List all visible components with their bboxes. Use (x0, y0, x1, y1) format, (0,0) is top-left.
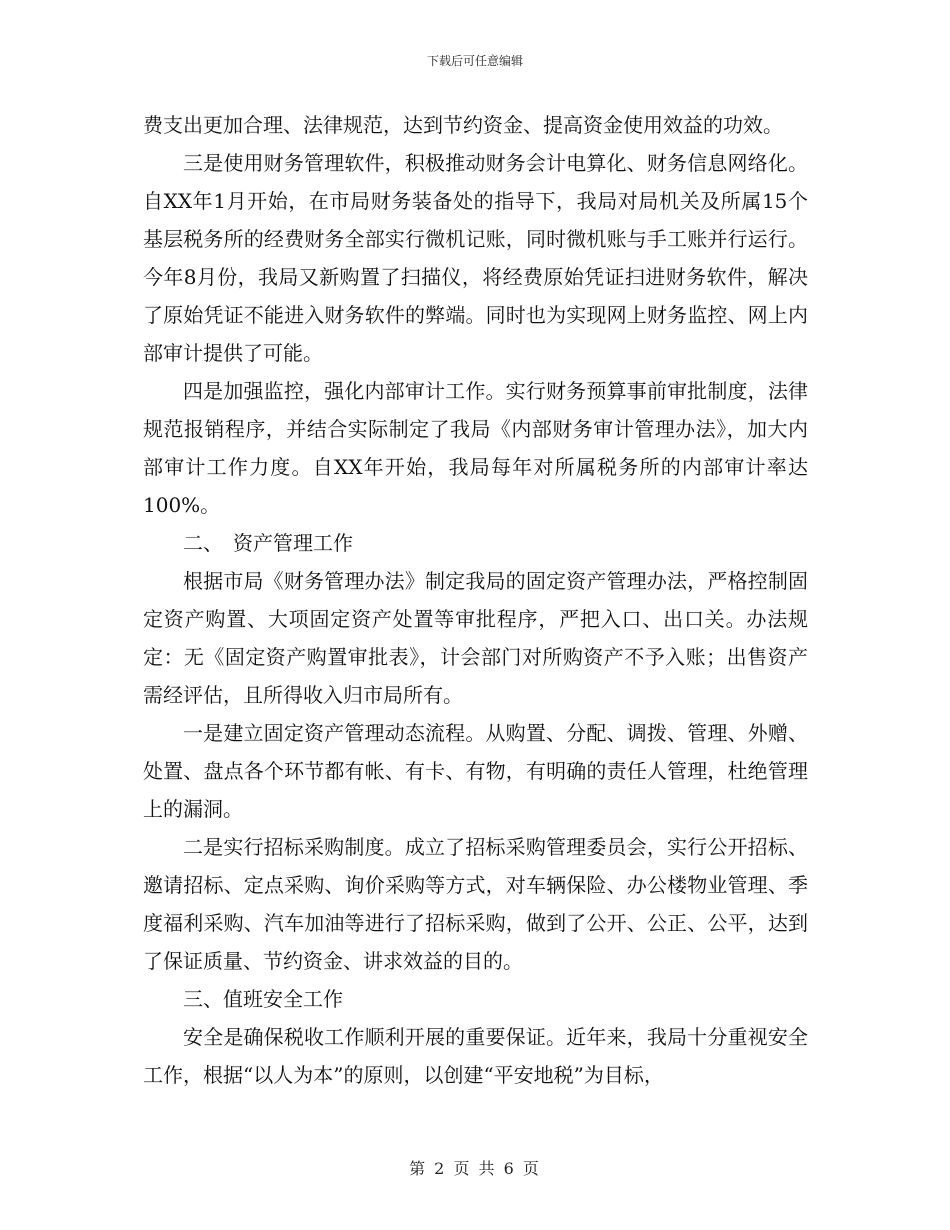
section-heading: 三、值班安全工作 (183, 987, 343, 1011)
paragraph: 安全是确保税收工作顺利开展的重要保证。近年来，我局十分重视安全工作，根据“以人为本”的原则，以创建“平安地税”为目标， (143, 1025, 808, 1087)
document-body (143, 106, 808, 1094)
paragraph: 一是建立固定资产管理动态流程。从购置、分配、调拨、管理、外赠、处置、盘点各个环节都有帐、有卡、有物，有明确的责任人管理，杜绝管理上的漏洞。 (143, 721, 808, 821)
paragraph: 三是使用财务管理软件，积极推动财务会计电算化、财务信息网络化。自XX年1月开始，在市局财务装备处的指导下，我局对局机关及所属15个基层税务所的经费财务全部实行微机记账，同时微机账与手工账并行运行。今年8月份，我局又新购置了扫描仪，将经费原始凭证扫进财务软件，解决了原始凭证不能进入财务软件的弊端。同时也为实现网上财务监控、网上内部审计提供了可能。 (143, 151, 808, 365)
paragraph: 四是加强监控，强化内部审计工作。实行财务预算事前审批制度，法律规范报销程序，并结合实际制定了我局《内部财务审计管理办法》，加大内部审计工作力度。自XX年开始，我局每年对所属税务所的内部审计率达100%。 (143, 379, 808, 517)
page-footer: 第 2 页 共 6 页 (409, 1159, 541, 1178)
paragraph: 根据市局《财务管理办法》制定我局的固定资产管理办法，严格控制固定资产购置、大项固定资产处置等审批程序，严把入口、出口关。办法规定：无《固定资产购置审批表》，计会部门对所购资产不予入账；出售资产需经评估，且所得收入归市局所有。 (143, 569, 808, 707)
paragraph: 二是实行招标采购制度。成立了招标采购管理委员会，实行公开招标、邀请招标、定点采购、询价采购等方式，对车辆保险、办公楼物业管理、季度福利采购、汽车加油等进行了招标采购，做到了公开、公正、公平，达到了保证质量、节约资金、讲求效益的目的。 (143, 835, 808, 973)
paragraph: 费支出更加合理、法律规范，达到节约资金、提高资金使用效益的功效。 (143, 113, 783, 137)
section-heading: 二、 资产管理工作 (183, 531, 353, 555)
page-header: 下载后可任意编辑 (426, 54, 523, 68)
